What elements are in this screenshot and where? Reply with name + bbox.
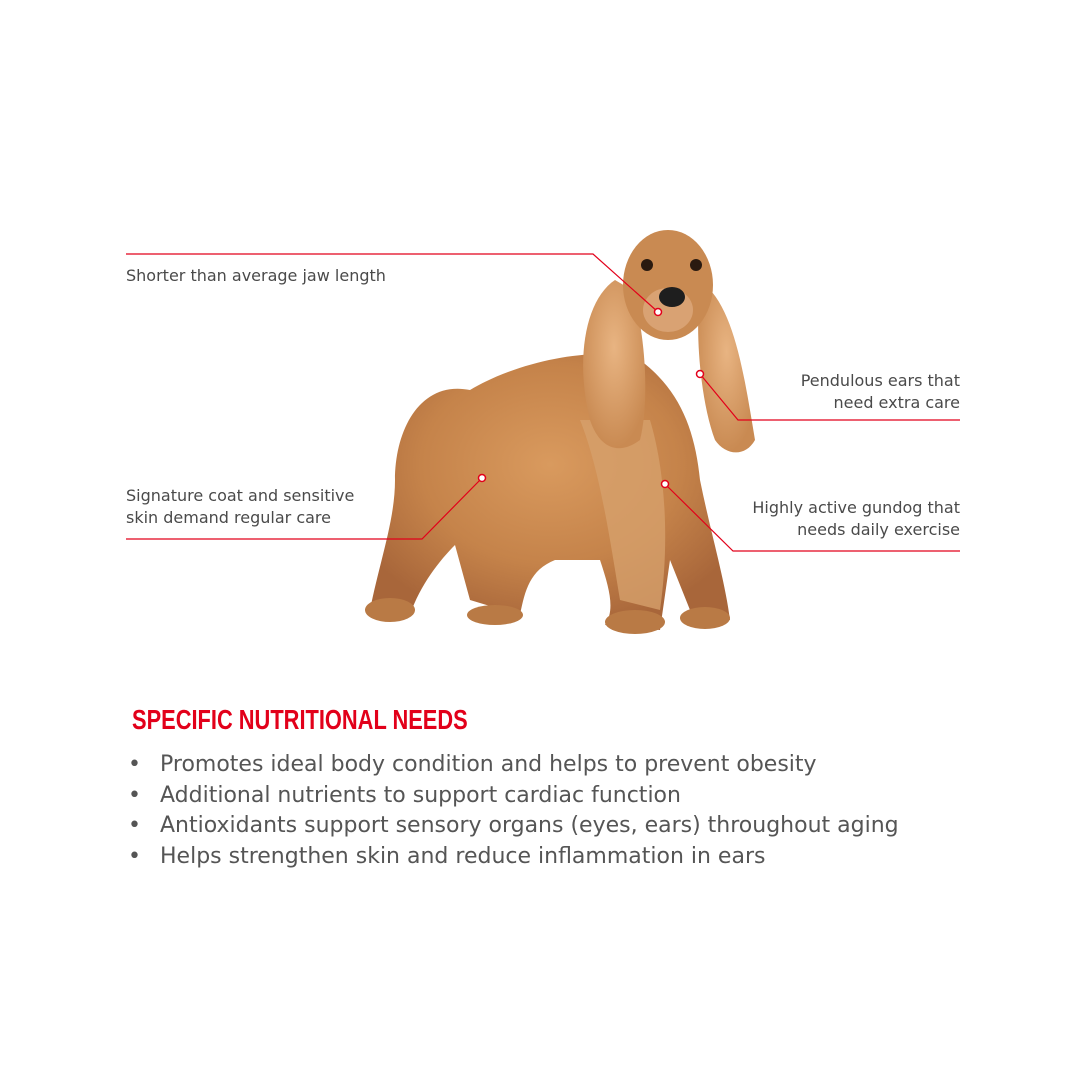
ears-callout <box>801 370 960 414</box>
jaw-callout-dot <box>655 309 662 316</box>
dog-illustration <box>365 230 755 634</box>
ears-callout-text-2: need extra care <box>833 393 960 412</box>
nutritional-needs-list <box>128 750 899 872</box>
list-item-text: Helps strengthen skin and reduce inflammation in ears <box>160 843 766 869</box>
list-item-text: Promotes ideal body condition and helps to prevent obesity <box>160 752 817 777</box>
bullet-icon: • <box>128 782 141 808</box>
active-callout <box>752 497 960 541</box>
coat-callout-text-1: Signature coat and sensitive <box>126 486 355 505</box>
ears-callout-text-1: Pendulous ears that <box>800 371 960 390</box>
list-item <box>128 811 899 842</box>
active-callout-dot <box>662 481 669 488</box>
ears-callout-dot <box>697 371 704 378</box>
list-item <box>128 842 899 873</box>
jaw-callout-text: Shorter than average jaw length <box>126 266 386 285</box>
coat-callout-text-2: skin demand regular care <box>126 508 331 527</box>
coat-callout-dot <box>479 475 486 482</box>
active-callout-text-2: needs daily exercise <box>797 520 960 539</box>
coat-callout <box>126 485 354 529</box>
list-item <box>128 781 899 812</box>
nutritional-needs-heading: SPECIFIC NUTRITIONAL NEEDS <box>132 704 468 735</box>
jaw-callout <box>126 265 386 287</box>
bullet-icon: • <box>128 843 141 869</box>
active-callout-text-1: Highly active gundog that <box>752 498 960 517</box>
list-item <box>128 750 899 781</box>
bullet-icon: • <box>128 813 141 838</box>
list-item-text: Antioxidants support sensory organs (eyes, ears) throughout aging <box>160 813 899 838</box>
bullet-icon: • <box>128 752 141 777</box>
list-item-text: Additional nutrients to support cardiac function <box>160 782 681 808</box>
